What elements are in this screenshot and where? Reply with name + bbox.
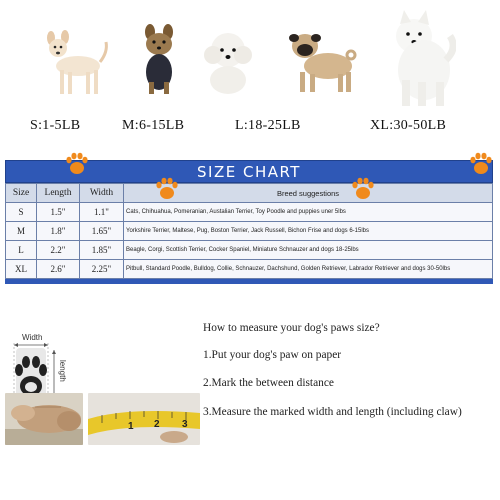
size-label-xl: XL:30-50LB — [370, 118, 447, 133]
size-chart-table — [5, 183, 493, 279]
paw-print-icon — [468, 151, 494, 177]
bichon-frise-photo — [200, 30, 256, 96]
measure-step-3: 3.Measure the marked width and length (including claw) — [203, 406, 462, 418]
table-row — [6, 222, 493, 241]
length-label: length — [58, 360, 67, 382]
paw-print-icon — [154, 176, 180, 202]
measure-heading: How to measure your dog's paws size? — [203, 322, 380, 334]
pug-photo — [282, 28, 358, 98]
cell-breed: Cats, Chihuahua, Pomeranian, Austalian Terrier, Toy Poodle and puppies uner 5lbs — [124, 203, 493, 222]
samoyed-photo — [384, 8, 456, 108]
yorkshire-terrier-photo — [136, 22, 182, 96]
measure-step-1: 1.Put your dog's paw on paper — [203, 349, 342, 361]
cell-width: 2.25" — [80, 260, 124, 279]
table-header-row — [6, 184, 493, 203]
size-chart — [5, 160, 493, 284]
paw-print-icon — [350, 176, 376, 202]
cell-length: 2.6" — [37, 260, 80, 279]
ruler-number: 3 — [182, 419, 188, 430]
cell-width: 1.85" — [80, 241, 124, 260]
size-chart-bottom-bar — [5, 279, 493, 284]
cell-size: S — [6, 203, 37, 222]
size-label-l: L:18-25LB — [235, 118, 301, 133]
paw-on-paper-photo — [5, 393, 83, 445]
cell-length: 1.5" — [37, 203, 80, 222]
cell-size: XL — [6, 260, 37, 279]
table-row — [6, 241, 493, 260]
chihuahua-photo — [38, 30, 110, 100]
table-row — [6, 203, 493, 222]
ruler-number: 1 — [128, 421, 134, 432]
header-breed: Breed suggestions — [124, 184, 493, 203]
cell-length: 1.8" — [37, 222, 80, 241]
cell-breed: Pitbull, Standard Poodle, Bulldog, Collie, Schnauzer, Dachshund, Golden Retriever, Labrador Retriever and dogs 30-50lbs — [124, 260, 493, 279]
table-row — [6, 260, 493, 279]
paw-print-icon — [64, 151, 90, 177]
cell-length: 2.2" — [37, 241, 80, 260]
tape-measure-photo — [88, 393, 200, 445]
size-chart-title: SIZE CHART — [5, 160, 493, 183]
cell-width: 1.1" — [80, 203, 124, 222]
cell-size: M — [6, 222, 37, 241]
measure-step-2: 2.Mark the between distance — [203, 377, 334, 389]
header-width: Width — [80, 184, 124, 203]
cell-breed: Beagle, Corgi, Scottish Terrier, Cocker Spaniel, Miniature Schnauzer and dogs 18-25lbs — [124, 241, 493, 260]
width-label: Width — [22, 333, 43, 342]
size-label-s: S:1-5LB — [30, 118, 81, 133]
size-label-m: M:6-15LB — [122, 118, 185, 133]
cell-breed: Yorkshire Terrier, Maltese, Pug, Boston Terrier, Jack Russell, Bichon Frise and dogs 6-15lbs — [124, 222, 493, 241]
cell-size: L — [6, 241, 37, 260]
header-length: Length — [37, 184, 80, 203]
header-size: Size — [6, 184, 37, 203]
cell-width: 1.65" — [80, 222, 124, 241]
ruler-number: 2 — [154, 419, 160, 430]
